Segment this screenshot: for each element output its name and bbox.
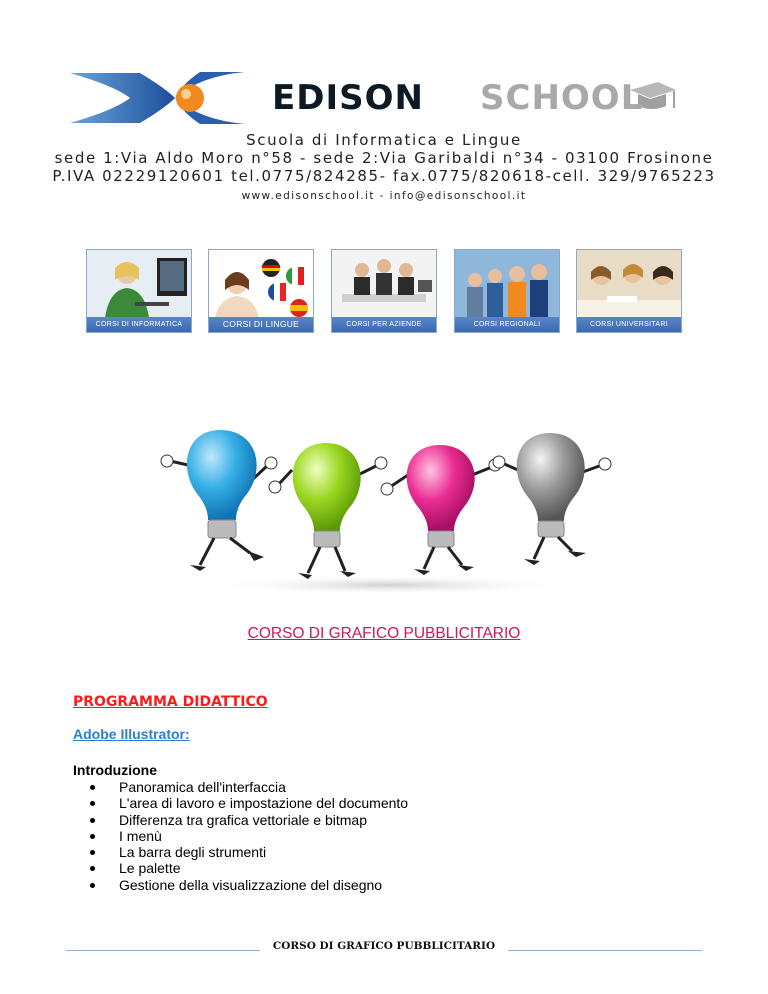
lingue-photo [209,250,313,318]
program-heading: PROGRAMMA DIDATTICO [73,694,268,710]
school-addresses: sede 1:Via Aldo Moro n°58 - sede 2:Via Garibaldi n°34 - 03100 Frosinone [54,149,714,167]
green-bulb-icon [269,443,387,579]
list-item: Panoramica dell'interfaccia [88,779,408,795]
school-web[interactable]: www.edisonschool.it - info@edisonschool.it [241,190,527,202]
list-item: L'area di lavoro e impostazione del documento [88,795,408,811]
topic-list [88,779,408,893]
footer-divider-right [508,950,702,951]
tile-caption: CORSI REGIONALI [455,317,559,332]
tile-caption: CORSI UNIVERSITARI [577,317,681,332]
orange-dot-icon [176,84,204,112]
school-contacts: P.IVA 02229120601 tel.0775/824285- fax.0775/820618-cell. 329/9765223 [52,167,716,185]
list-item: Differenza tra grafica vettoriale e bitmap [88,812,408,828]
universitari-photo [577,250,681,318]
tile-corsi-regionali[interactable] [454,249,560,333]
edison-school-logo [70,68,690,128]
footer-title: CORSO DI GRAFICO PUBBLICITARIO [272,940,496,952]
gray-bulb-icon [493,433,611,565]
logo-edison-text: EDISON [272,78,424,118]
tile-corsi-informatica[interactable] [86,249,192,333]
list-item: La barra degli strumenti [88,844,408,860]
course-title: CORSO DI GRAFICO PUBBLICITARIO [247,625,521,642]
regionali-photo [455,250,559,318]
light-bulbs-illustration [140,425,630,600]
aziende-photo [332,250,436,318]
list-item: Gestione della visualizzazione del disegno [88,877,408,893]
pink-bulb-icon [381,445,501,575]
blue-bulb-icon [161,430,277,571]
course-tiles [86,249,682,333]
tile-caption: CORSI PER AZIENDE [332,317,436,332]
list-item: Le palette [88,860,408,876]
informatica-photo [87,250,191,318]
tile-corsi-lingue[interactable] [208,249,314,333]
list-item: I menù [88,828,408,844]
section-heading: Introduzione [73,762,157,778]
tile-corsi-universitari[interactable] [576,249,682,333]
tile-caption: CORSI DI INFORMATICA [87,317,191,332]
tile-corsi-aziende[interactable] [331,249,437,333]
tile-caption: CORSI DI LINGUE [209,317,313,332]
logo-school-text: SCHOOL [480,78,644,118]
school-tagline: Scuola di Informatica e Lingue [246,131,522,149]
software-heading: Adobe Illustrator: [73,726,190,742]
